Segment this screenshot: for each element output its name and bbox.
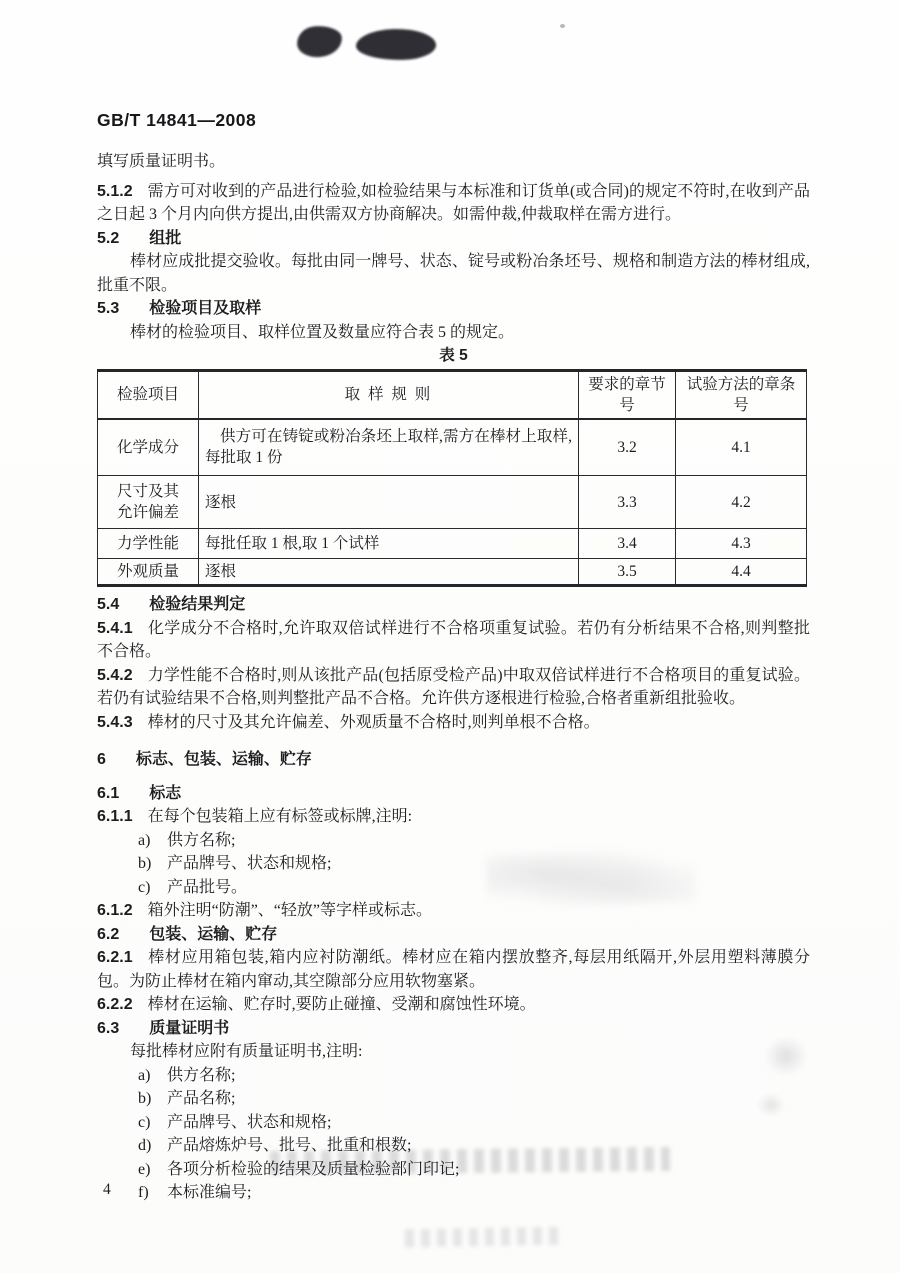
clause-text: 在每个包装箱上应有标签或标牌,注明: (147, 808, 413, 825)
section-heading-6-3 (97, 1017, 810, 1041)
list-item (97, 1064, 810, 1088)
clause-5-4-1 (97, 617, 810, 664)
table-row (98, 559, 807, 586)
clause-number: 6.2.2 (97, 996, 133, 1013)
table-header-cell: 检验项目 (98, 370, 199, 419)
clause-5-4-3 (97, 711, 810, 735)
table-cell-item (98, 476, 199, 529)
section-heading-6-2 (97, 923, 810, 947)
section-number: 6.1 (97, 784, 120, 802)
paragraph-5-3: 棒材的检验项目、取样位置及数量应符合表 5 的规定。 (130, 323, 515, 341)
list-item-text: 产品牌号、状态和规格; (167, 855, 332, 872)
section-title: 包装、运输、贮存 (149, 925, 278, 943)
document-body (97, 150, 810, 1205)
list-item-text: 供方名称; (167, 1066, 236, 1084)
clause-5-1-2 (97, 180, 810, 227)
table-cell-method: 4.4 (676, 559, 807, 586)
clause-number: 5.1.2 (97, 182, 133, 200)
table-cell-rule: 逐根 (199, 559, 579, 586)
list-item-label: b) (138, 855, 152, 872)
section-number: 6.2 (97, 925, 120, 943)
clause-6-1-1 (97, 805, 810, 829)
section-title: 检验项目及取样 (149, 300, 262, 317)
list-item-label: b) (138, 1090, 152, 1107)
list-item (97, 1158, 810, 1182)
table-cell-item: 外观质量 (98, 559, 199, 586)
table-cell-method: 4.1 (676, 419, 807, 476)
table-caption: 表 5 (439, 347, 468, 364)
bleed-through-artifact (405, 1227, 563, 1248)
clause-6-2-2 (97, 993, 810, 1017)
clause-text: 棒材在运输、贮存时,要防止碰撞、受潮和腐蚀性环境。 (147, 996, 536, 1013)
clause-6-2-1 (97, 946, 810, 993)
list-item-text: 产品批号。 (167, 878, 248, 896)
table-row (98, 476, 807, 529)
list-item-label: a) (138, 831, 151, 849)
list-item (97, 829, 810, 853)
list-item-text: 产品名称; (167, 1090, 236, 1107)
table-cell-requirement: 3.4 (579, 529, 676, 559)
clause-number: 5.4.1 (97, 619, 133, 637)
list-item-text: 产品牌号、状态和规格; (167, 1113, 332, 1131)
clause-number: 6.1.2 (97, 902, 133, 919)
lead-paragraph: 填写质量证明书。 (97, 153, 226, 170)
clause-text: 化学成分不合格时,允许取双倍试样进行不合格项重复试验。若仍有分析结果不合格,则判整批不合格。 (97, 619, 810, 660)
section-title: 标志 (149, 784, 182, 802)
section-title: 检验结果判定 (149, 596, 246, 613)
list-item (97, 1181, 810, 1205)
list-item-label: d) (138, 1137, 152, 1154)
list-item-label: a) (138, 1066, 151, 1084)
table-cell-requirement: 3.5 (579, 559, 676, 586)
table-cell-method: 4.2 (676, 476, 807, 529)
list-item-text: 供方名称; (167, 831, 236, 849)
clause-text: 箱外注明“防潮”、“轻放”等字样或标志。 (147, 902, 433, 919)
list-item-label: c) (138, 878, 151, 896)
table-cell-text: 尺寸及其允许偏差 (116, 483, 179, 521)
list-item (97, 1134, 810, 1158)
list-item (97, 1111, 810, 1135)
section-title: 质量证明书 (149, 1019, 230, 1037)
table-header-cell: 取 样 规 则 (199, 370, 579, 419)
chapter-title: 标志、包装、运输、贮存 (135, 751, 312, 768)
table-cell-method: 4.3 (676, 529, 807, 559)
table-cell-rule: 每批任取 1 根,取 1 个试样 (199, 529, 579, 559)
table-header-row (98, 370, 807, 419)
list-item-label: c) (138, 1113, 151, 1131)
list-item (97, 1087, 810, 1111)
standard-number-header: GB/T 14841—2008 (97, 110, 257, 130)
table-cell-requirement: 3.2 (579, 419, 676, 476)
list-item-text: 产品熔炼炉号、批号、批重和根数; (167, 1137, 412, 1154)
ink-smudge-artifact (296, 24, 343, 58)
clause-text: 棒材的尺寸及其允许偏差、外观质量不合格时,则判单根不合格。 (147, 713, 600, 731)
list-item (97, 852, 810, 876)
section-title: 组批 (149, 229, 182, 247)
clause-number: 6.2.1 (97, 949, 133, 966)
table-row (98, 419, 807, 476)
table-header-cell: 要求的章节号 (579, 370, 676, 419)
ink-smudge-artifact (356, 28, 437, 61)
section-heading-6-1 (97, 782, 810, 806)
table-cell-rule (199, 419, 579, 476)
clause-number: 6.1.1 (97, 808, 133, 825)
list-item (97, 876, 810, 900)
table-row (98, 529, 807, 559)
table-cell-item: 力学性能 (98, 529, 199, 559)
chapter-heading-6 (97, 748, 810, 772)
clause-text: 力学性能不合格时,则从该批产品(包括原受检产品)中取双倍试样进行不合格项目的重复试验。若仍有试验结果不合格,则判整批产品不合格。允许供方逐根进行检验,合格者重新组批验收。 (97, 666, 810, 707)
chapter-number: 6 (97, 751, 106, 768)
table-cell-item: 化学成分 (98, 419, 199, 476)
table-5 (97, 369, 807, 588)
page-number: 4 (103, 1181, 111, 1198)
section-number: 5.2 (97, 229, 120, 247)
clause-5-4-2 (97, 664, 810, 711)
section-heading-5-3 (97, 297, 810, 321)
section-number: 5.3 (97, 300, 120, 317)
table-cell-text: 供方可在铸锭或粉冶条坯上取样,需方在棒材上取样,每批取 1 份 (205, 428, 572, 467)
clause-number: 5.4.2 (97, 666, 133, 684)
list-item-label: f) (138, 1184, 149, 1201)
table-header-cell: 试验方法的章条号 (676, 370, 807, 419)
clause-number: 5.4.3 (97, 713, 133, 731)
scan-speck-artifact (560, 24, 565, 28)
list-item-label: e) (138, 1160, 151, 1178)
list-item-text: 本标准编号; (167, 1184, 252, 1201)
clause-text: 需方可对收到的产品进行检验,如检验结果与本标准和订货单(或合同)的规定不符时,在收到产品之日起 3 个月内向供方提出,由供需双方协商解决。如需仲裁,仲裁取样在需方进行。 (97, 182, 810, 223)
list-item-text: 各项分析检验的结果及质量检验部门印记; (167, 1160, 460, 1178)
section-heading-5-2 (97, 227, 810, 251)
section-heading-5-4 (97, 593, 810, 617)
table-cell-requirement: 3.3 (579, 476, 676, 529)
paragraph-6-3-intro: 每批棒材应附有质量证明书,注明: (130, 1043, 363, 1060)
clause-6-1-2 (97, 899, 810, 923)
paragraph-5-2: 棒材应成批提交验收。每批由同一牌号、状态、锭号或粉冶条坯号、规格和制造方法的棒材组成,批重不限。 (97, 253, 810, 294)
section-number: 6.3 (97, 1019, 120, 1037)
table-cell-rule: 逐根 (199, 476, 579, 529)
clause-text: 棒材应用箱包装,箱内应衬防潮纸。棒材应在箱内摆放整齐,每层用纸隔开,外层用塑料薄膜分包。为防止棒材在箱内窜动,其空隙部分应用软物塞紧。 (97, 949, 810, 990)
section-number: 5.4 (97, 596, 120, 613)
